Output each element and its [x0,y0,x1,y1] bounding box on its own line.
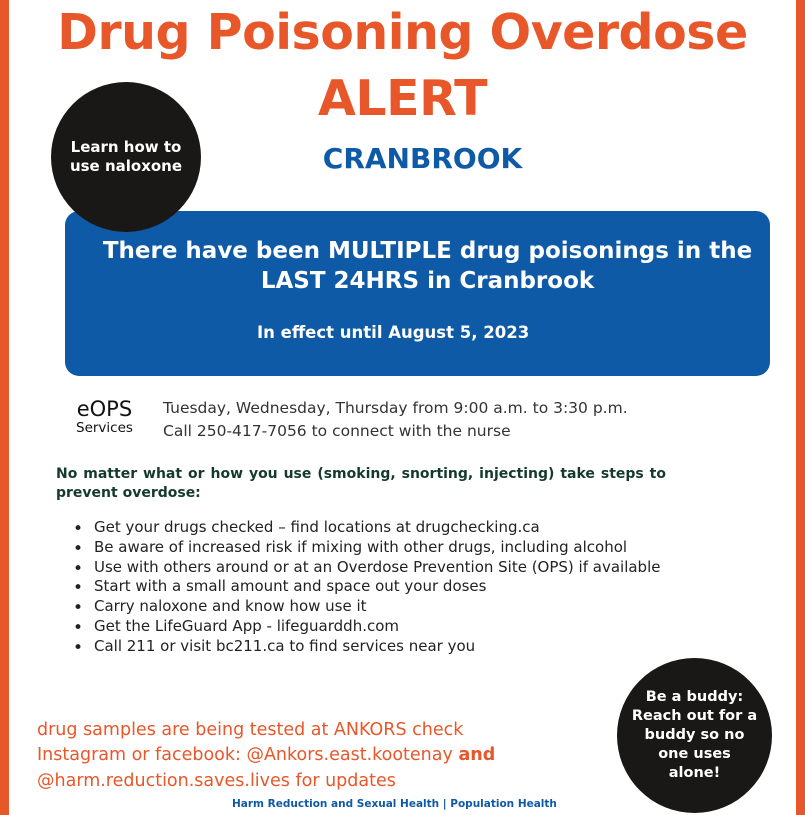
eops-phone: Call 250-417-7056 to connect with the nurse [163,422,511,441]
testing-line2 [37,743,597,768]
list-item: • Start with a small amount and space out your doses [73,577,673,597]
prevention-tips-list [73,518,673,657]
list-item: • Carry naloxone and know how use it [73,597,673,617]
testing-social-handle: Instagram or facebook: @Ankors.east.kootenay [37,745,453,766]
banner-message [85,237,770,297]
alert-title-line2: ALERT [317,70,488,127]
prevention-intro: No matter what or how you use (smoking, snorting, injecting) take steps to prevent overdose: [56,466,666,501]
buddy-callout-circle [617,658,772,813]
testing-line1: drug samples are being tested at ANKORS check [37,720,464,740]
eops-logo [76,398,133,436]
effective-date: In effect until August 5, 2023 [257,323,530,342]
footer-credit: Harm Reduction and Sexual Health | Population Health [232,798,557,810]
testing-line3: @harm.reduction.saves.lives for updates [37,770,396,791]
banner-message-line1: There have been MULTIPLE drug poisonings in the [102,238,753,264]
eops-info [163,397,628,444]
list-item: • Be aware of increased risk if mixing with other drugs, including alcohol [73,538,673,558]
banner-message-line2: LAST 24HRS in Cranbrook [260,267,595,294]
eops-hours: Tuesday, Wednesday, Thursday from 9:00 a.m. to 3:30 p.m. [163,399,628,417]
naloxone-callout-circle [51,82,201,232]
alert-title-line1: Drug Poisoning Overdose [57,4,748,61]
testing-and: and [458,745,496,766]
list-item: • Call 211 or visit bc211.ca to find services near you [73,637,673,657]
drug-testing-notice [37,718,597,794]
alert-banner [65,211,770,376]
list-item: • Get the LifeGuard App - lifeguarddh.com [73,617,673,637]
list-item: • Use with others around or at an Overdose Prevention Site (OPS) if available [73,558,673,578]
location-heading: CRANBROOK [322,142,523,175]
buddy-callout-text: Be a buddy: Reach out for a buddy so no one uses alone! [631,689,758,781]
naloxone-callout-text: Learn how to use naloxone [69,138,183,175]
eops-logo-sub: Services [76,420,133,437]
eops-logo-main: eOPS [76,397,133,421]
list-item: • Get your drugs checked – find locations at drugchecking.ca [73,518,673,538]
